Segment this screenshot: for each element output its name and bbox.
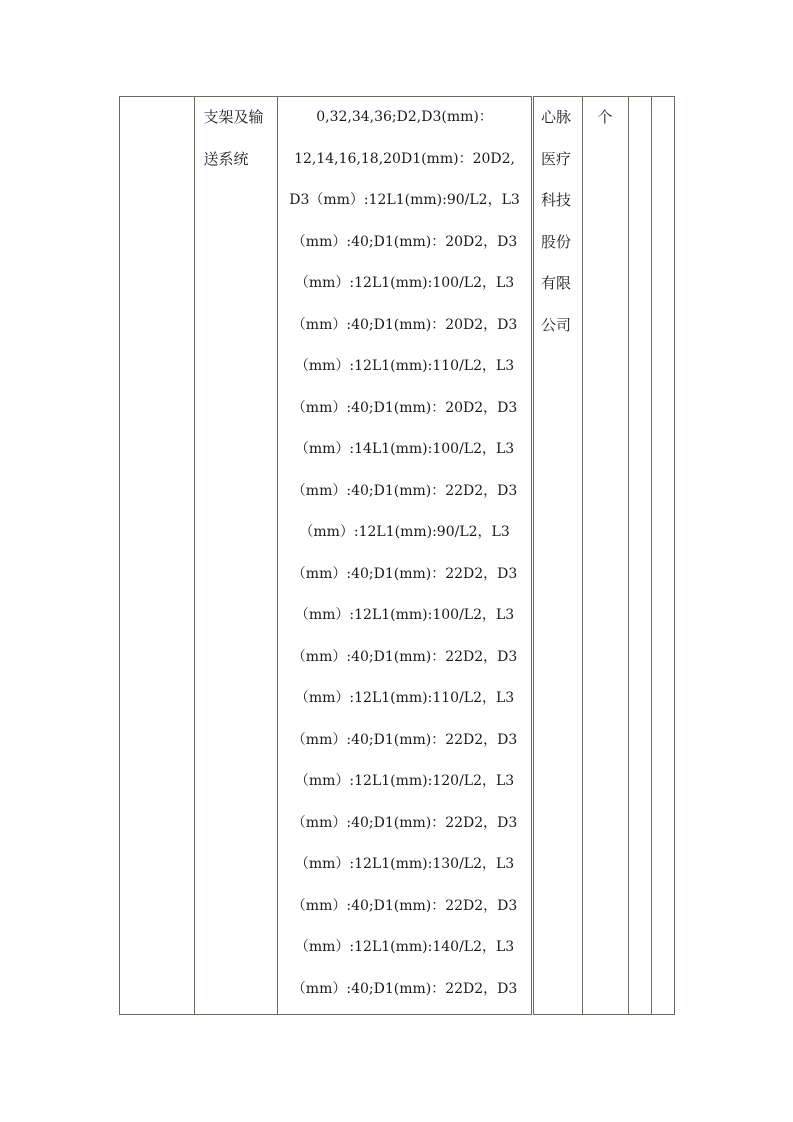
spec-line: 0,32,34,36;D2,D3(mm)： [316, 109, 493, 125]
spec-line: （mm）:40;D1(mm)：22D2，D3 [291, 897, 518, 914]
manufacturer-line: 有限 [540, 274, 571, 292]
spec-cell [278, 97, 533, 1015]
spec-line: （mm）:12L1(mm):110/L2，L3 [294, 358, 515, 374]
product-name-line: 支架及输 [203, 108, 264, 126]
spec-line: （mm）:40;D1(mm)：20D2，D3 [291, 399, 518, 416]
table-row [120, 97, 675, 1015]
manufacturer-line: 公司 [540, 315, 571, 334]
spec-line: （mm）:40;D1(mm)：22D2，D3 [291, 482, 518, 499]
spec-line: （mm）:12L1(mm):100/L2，L3 [294, 607, 515, 623]
unit-text: 个 [597, 108, 613, 126]
extra-cell-1 [628, 97, 651, 1015]
spec-line: （mm）:12L1(mm):120/L2，L3 [294, 773, 515, 789]
spec-line: （mm）:12L1(mm):140/L2，L3 [294, 939, 515, 955]
spec-line: （mm）:12L1(mm):100/L2，L3 [294, 275, 515, 291]
spec-line: （mm）:40;D1(mm)：22D2，D3 [291, 731, 518, 748]
spec-line: （mm）:12L1(mm):130/L2，L3 [294, 856, 515, 872]
manufacturer-lines [534, 97, 582, 346]
manufacturer-line: 科技 [540, 191, 571, 209]
spec-lines [278, 97, 531, 1010]
spec-line: （mm）:40;D1(mm)：20D2，D3 [291, 233, 518, 250]
manufacturer-line: 心脉 [540, 108, 571, 126]
spec-line: D3（mm）:12L1(mm):90/L2，L3 [289, 192, 520, 208]
product-table [119, 96, 675, 1015]
manufacturer-line: 医疗 [540, 149, 571, 168]
spec-line: （mm）:40;D1(mm)：22D2，D3 [291, 648, 518, 665]
spec-line: （mm）:12L1(mm):110/L2，L3 [294, 690, 515, 706]
spec-line: （mm）:40;D1(mm)：22D2，D3 [291, 814, 518, 831]
manufacturer-line: 股份 [540, 232, 571, 251]
spec-line: （mm）:40;D1(mm)：22D2，D3 [291, 980, 518, 997]
spec-line: （mm）:40;D1(mm)：22D2，D3 [291, 565, 518, 582]
product-name-line: 送系统 [203, 149, 249, 168]
index-cell [120, 97, 195, 1015]
manufacturer-cell [532, 97, 582, 1015]
spec-line: （mm）:14L1(mm):100/L2，L3 [294, 441, 515, 457]
product-name-cell [194, 97, 278, 1015]
product-name [195, 97, 278, 180]
spec-line: （mm）:40;D1(mm)：20D2，D3 [291, 316, 518, 333]
spec-line: 12,14,16,18,20D1(mm)：20D2, [294, 150, 515, 167]
unit-cell [583, 97, 628, 1015]
spec-line: （mm）:12L1(mm):90/L2，L3 [299, 524, 510, 540]
extra-cell-2 [651, 97, 674, 1015]
